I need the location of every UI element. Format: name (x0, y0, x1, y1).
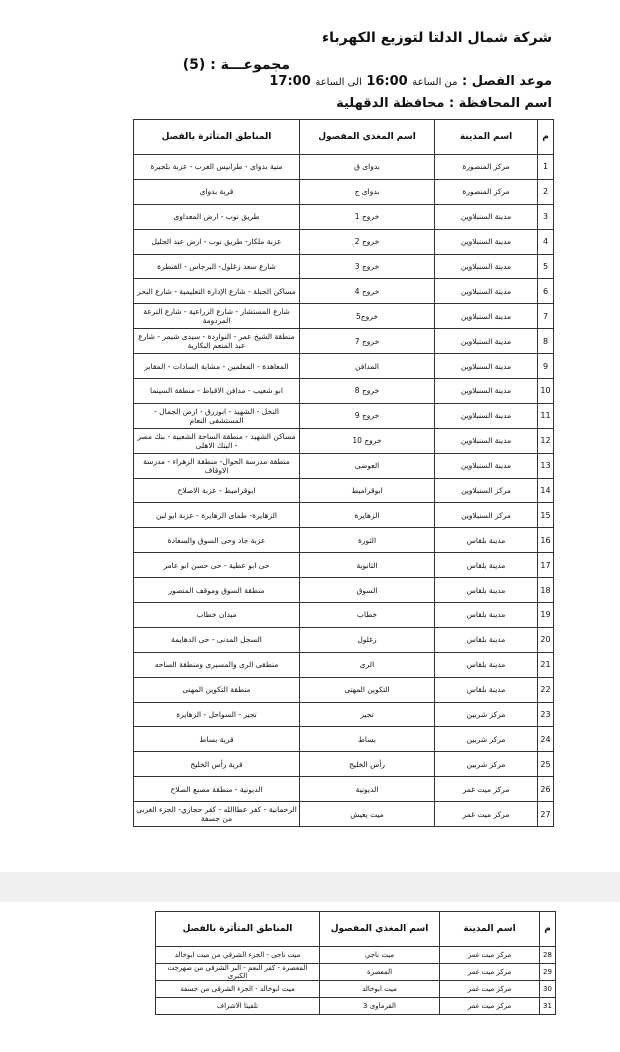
row-num: 14 (538, 478, 554, 503)
row-city: مدينة السنبلاوين (435, 354, 538, 379)
table-row (134, 428, 554, 453)
row-city: مدينة بلقاس (435, 528, 538, 553)
table-row (134, 603, 554, 628)
table-row (156, 998, 556, 1015)
row-num: 13 (538, 453, 554, 478)
row-city: مركز شربين (435, 752, 538, 777)
row-num: 22 (538, 677, 554, 702)
row-num: 7 (538, 304, 554, 329)
row-areas: طريق نوب - ارض المعداوى (134, 204, 300, 229)
table-row (134, 179, 554, 204)
row-city: مركز السنبلاوين (435, 478, 538, 503)
row-num: 28 (540, 947, 556, 964)
row-feeder: بدواى ج (300, 179, 435, 204)
table-row (134, 453, 554, 478)
table-row (134, 553, 554, 578)
schedule-to-time: 17:00 (269, 74, 311, 89)
row-num: 20 (538, 627, 554, 652)
row-num: 16 (538, 528, 554, 553)
row-feeder: خروج 7 (300, 329, 435, 354)
row-areas: الرحمانية - كفر عطاالله - كفر حجازي- الجزء الغربى من جسفة (134, 802, 300, 827)
row-num: 10 (538, 379, 554, 404)
row-city: مدينة السنبلاوين (435, 428, 538, 453)
row-num: 1 (538, 155, 554, 180)
row-areas: ميدان خطاب (134, 603, 300, 628)
row-num: 9 (538, 354, 554, 379)
header-city: اسم المدينة (435, 120, 538, 155)
row-num: 25 (538, 752, 554, 777)
row-feeder: العوضى (300, 453, 435, 478)
row-areas: منطقة التكوين المهنى (134, 677, 300, 702)
row-areas: ميت ناجى - الجزء الشرقي من ميت ابوخالد (156, 947, 320, 964)
row-areas: تلفيتا الاشراف (156, 998, 320, 1015)
row-feeder: ميت ناجي (320, 947, 440, 964)
table-row (134, 752, 554, 777)
row-num: 29 (540, 964, 556, 981)
table-row (156, 981, 556, 998)
row-city: مدينة بلقاس (435, 627, 538, 652)
row-city: مركز ميت غمر (440, 947, 540, 964)
table-row (134, 254, 554, 279)
row-num: 15 (538, 503, 554, 528)
header-num: م (540, 912, 556, 947)
row-city: مدينة السنبلاوين (435, 379, 538, 404)
row-city: مدينة بلقاس (435, 603, 538, 628)
row-city: مدينة السنبلاوين (435, 329, 538, 354)
row-areas: منطقة مدرسة الحوال- منطقة الزهراء - مدرسة الاوقاف (134, 453, 300, 478)
row-city: مركز المنصورة (435, 179, 538, 204)
table-row (134, 155, 554, 180)
row-feeder: خروج 10 (300, 428, 435, 453)
row-city: مركز شربين (435, 702, 538, 727)
row-areas: حى ابو عطية - حى حسن ابو عامر (134, 553, 300, 578)
row-num: 8 (538, 329, 554, 354)
row-city: مدينة السنبلاوين (435, 304, 538, 329)
row-city: مدينة السنبلاوين (435, 279, 538, 304)
table-row (134, 627, 554, 652)
header-feeder: اسم المغذي المفصول (320, 912, 440, 947)
table-row (134, 777, 554, 802)
table-row (134, 229, 554, 254)
table-row (134, 478, 554, 503)
row-num: 3 (538, 204, 554, 229)
row-feeder: الثورة (300, 528, 435, 553)
row-areas: تجير - السواحل - الزهايرة (134, 702, 300, 727)
row-city: مدينة السنبلاوين (435, 453, 538, 478)
row-num: 12 (538, 428, 554, 453)
row-areas: قرية رأس الخليج (134, 752, 300, 777)
row-areas: الديونية - منطقة مصنع الصلاح (134, 777, 300, 802)
row-feeder: بدواى ق (300, 155, 435, 180)
row-areas: مساكن الشهيد - منطقة الساحة الشعبية - بنك مصر - البنك الاهلى (134, 428, 300, 453)
row-areas: ابو شعيب - مدافن الاقباط - منطقة السينما (134, 379, 300, 404)
row-areas: ابوقراميط - عزبة الاصلاح (134, 478, 300, 503)
row-num: 27 (538, 802, 554, 827)
row-num: 6 (538, 279, 554, 304)
row-city: مركز ميت غمر (435, 777, 538, 802)
row-feeder: خروج 3 (300, 254, 435, 279)
schedule-to-word: الى الساعة (315, 77, 362, 88)
row-feeder: الرى (300, 652, 435, 677)
row-feeder: الديونية (300, 777, 435, 802)
table-row (134, 403, 554, 428)
row-areas: عزبة جاد وحى السوق والسعادة (134, 528, 300, 553)
table-row (134, 727, 554, 752)
table-row (134, 528, 554, 553)
row-feeder: خروج 4 (300, 279, 435, 304)
table-row (134, 279, 554, 304)
table-row (134, 329, 554, 354)
row-num: 31 (540, 998, 556, 1015)
row-areas: قرية بساط (134, 727, 300, 752)
row-city: مدينة بلقاس (435, 578, 538, 603)
row-num: 19 (538, 603, 554, 628)
table-header-row (156, 912, 556, 947)
row-city: مدينة السنبلاوين (435, 403, 538, 428)
table-row (134, 379, 554, 404)
header-areas: المناطق المتأثرة بالفصل (134, 120, 300, 155)
outage-table (133, 119, 554, 827)
table-row (134, 354, 554, 379)
row-feeder: السوق (300, 578, 435, 603)
row-feeder: المدافن (300, 354, 435, 379)
row-areas: الزهايرة- طماى الزهايرة - عزبة ابو لبن (134, 503, 300, 528)
row-num: 30 (540, 981, 556, 998)
row-city: مركز شربين (435, 727, 538, 752)
row-num: 23 (538, 702, 554, 727)
row-city: مدينة بلقاس (435, 553, 538, 578)
row-feeder: رأس الخليج (300, 752, 435, 777)
row-feeder: خروج 2 (300, 229, 435, 254)
schedule-prefix: موعد الفصل : (462, 74, 552, 89)
table-row (134, 802, 554, 827)
row-areas: منطقة السوق وموقف المنصور (134, 578, 300, 603)
row-city: مدينة بلقاس (435, 677, 538, 702)
row-num: 2 (538, 179, 554, 204)
governorate-label: اسم المحافظة : محافظة الدقهلية (336, 96, 552, 111)
row-city: مدينة السنبلاوين (435, 254, 538, 279)
row-num: 21 (538, 652, 554, 677)
row-areas: عزبة ملكار- طريق نوب - ارض عبد الجليل (134, 229, 300, 254)
header-feeder: اسم المغذي المفصول (300, 120, 435, 155)
row-num: 18 (538, 578, 554, 603)
row-areas: المعصرة - كفر النعم - البر الشرقي من صهرجت الكبرى (156, 964, 320, 981)
row-city: مركز ميت غمر (440, 998, 540, 1015)
row-areas: النخل - الشهيد - ابوزرق - ارض الجمال - المستشفى النعام (134, 403, 300, 428)
row-feeder: التكوين المهنى (300, 677, 435, 702)
row-feeder: زغلول (300, 627, 435, 652)
row-feeder: ميت ابوخالد (320, 981, 440, 998)
row-feeder: المعصرة (320, 964, 440, 981)
row-feeder: تجير (300, 702, 435, 727)
row-feeder: بساط (300, 727, 435, 752)
row-feeder: خطاب (300, 603, 435, 628)
row-feeder: ابوقراميط (300, 478, 435, 503)
header-areas: المناطق المتأثرة بالفصل (156, 912, 320, 947)
row-areas: السجل المدنى - حى الدهايمة (134, 627, 300, 652)
company-title: شركة شمال الدلتا لتوزيع الكهرباء (322, 30, 552, 46)
table-row (134, 652, 554, 677)
row-num: 5 (538, 254, 554, 279)
row-areas: ميت ابوخالد - الجزء الشرقى من جسفة (156, 981, 320, 998)
table-row (134, 578, 554, 603)
row-num: 4 (538, 229, 554, 254)
row-feeder: خروج 8 (300, 379, 435, 404)
row-areas: المعاهدة - المعلمين - مشاية السادات - المقابر (134, 354, 300, 379)
row-areas: مساكن الجبلة - شارع الإدارة التعليمية - شارع البحر (134, 279, 300, 304)
row-num: 24 (538, 727, 554, 752)
cutoff-schedule (269, 74, 552, 89)
row-areas: شارع سعد زغلول- البرجاس - القنطرة (134, 254, 300, 279)
table-header-row (134, 120, 554, 155)
table-row (134, 304, 554, 329)
table-row (134, 503, 554, 528)
row-city: مدينة السنبلاوين (435, 229, 538, 254)
row-city: مدينة بلقاس (435, 652, 538, 677)
schedule-from-time: 16:00 (366, 74, 408, 89)
row-feeder: القرماوى 3 (320, 998, 440, 1015)
row-num: 17 (538, 553, 554, 578)
row-feeder: ميت يعيش (300, 802, 435, 827)
row-feeder: الثانوية (300, 553, 435, 578)
row-city: مركز المنصورة (435, 155, 538, 180)
table-row (134, 677, 554, 702)
row-city: مركز السنبلاوين (435, 503, 538, 528)
row-city: مركز ميت غمر (440, 981, 540, 998)
schedule-from-word: من الساعة (412, 77, 458, 88)
row-areas: قرية بدواى (134, 179, 300, 204)
row-feeder: خروج 9 (300, 403, 435, 428)
table-row (134, 204, 554, 229)
table-row (156, 947, 556, 964)
row-city: مركز ميت غمر (440, 964, 540, 981)
table-row (134, 702, 554, 727)
header-city: اسم المدينة (440, 912, 540, 947)
row-feeder: خروج5 (300, 304, 435, 329)
page-separator (0, 872, 620, 902)
row-feeder: خروج 1 (300, 204, 435, 229)
row-num: 11 (538, 403, 554, 428)
row-city: مركز ميت غمر (435, 802, 538, 827)
table-row (156, 964, 556, 981)
row-areas: منية بدواى - طرانيس العرب - عزبة بلجيرة (134, 155, 300, 180)
row-areas: شارع المستشار - شارع الزراعية - شارع الترعة المردومة (134, 304, 300, 329)
outage-table-continued (155, 911, 556, 1015)
header-num: م (538, 120, 554, 155)
group-label: مجموعـــة : (5) (182, 57, 290, 73)
row-city: مدينة السنبلاوين (435, 204, 538, 229)
row-areas: منطقى الرى والمسيرى ومنطقة الساحه (134, 652, 300, 677)
row-num: 26 (538, 777, 554, 802)
row-feeder: الزهايرة (300, 503, 435, 528)
row-areas: منطقة الشيخ عمر - النواردة - سيدى شيمر - شارع عبد المنعم البكارية (134, 329, 300, 354)
